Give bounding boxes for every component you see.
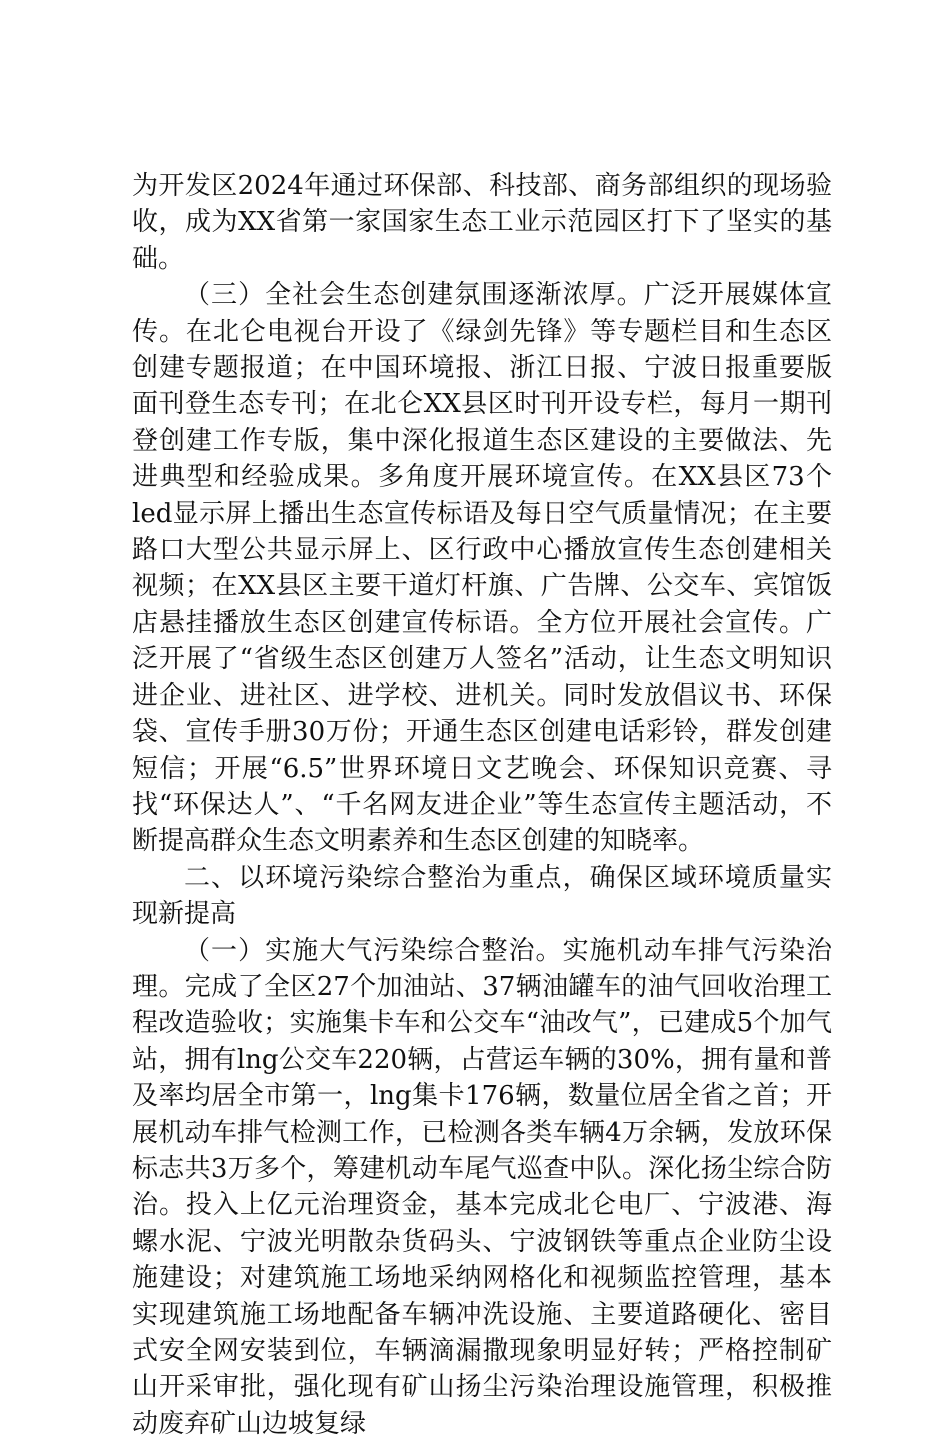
document-body bbox=[132, 168, 832, 1442]
section-heading: 二、以环境污染综合整治为重点，确保区域环境质量实现新提高 bbox=[132, 862, 832, 930]
paragraph-air-pollution: （一）实施大气污染综合整治。实施机动车排气污染治理。完成了全区27个加油站、37辆油罐车的油气回收治理工程改造验收；实施集卡车和公交车“油改气”，已建成5个加气站，拥有lng公交车220辆，占营运车辆的30%，拥有量和普及率均居全市第一，lng集卡176辆，数量位居全省之首；开展机动车排气检测工作，已检测各类车辆4万余辆，发放环保标志共3万多个，筹建机动车尾气巡查中队。深化扬尘综合防治。投入上亿元治理资金，基本完成北仑电厂、宁波港、海螺水泥、宁波光明散杂货码头、宁波钢铁等重点企业防尘设施建设；对建筑施工场地采纳网格化和视频监控管理，基本实现建筑施工场地配备车辆冲洗设施、主要道路硬化、密目式安全网安装到位，车辆滴漏撒现象明显好转；严格控制矿山开采审批，强化现有矿山扬尘污染治理设施管理，积极推动废弃矿山边坡复绿 bbox=[132, 935, 832, 1439]
paragraph-continuation: 为开发区2024年通过环保部、科技部、商务部组织的现场验收，成为XX省第一家国家生态工业示范园区打下了坚实的基础。 bbox=[132, 171, 832, 274]
paragraph-social-campaign: （三）全社会生态创建氛围逐渐浓厚。广泛开展媒体宣传。在北仑电视台开设了《绿剑先锋》等专题栏目和生态区创建专题报道；在中国环境报、浙江日报、宁波日报重要版面刊登生态专刊；在北仑XX县区时刊开设专栏，每月一期刊登创建工作专版，集中深化报道生态区建设的主要做法、先进典型和经验成果。多角度开展环境宣传。在XX县区73个led显示屏上播出生态宣传标语及每日空气质量情况；在主要路口大型公共显示屏上、区行政中心播放宣传生态创建相关视频；在XX县区主要干道灯杆旗、广告牌、公交车、宾馆饭店悬挂播放生态区创建宣传标语。全方位开展社会宣传。广泛开展了“省级生态区创建万人签名”活动，让生态文明知识进企业、进社区、进学校、进机关。同时发放倡议书、环保袋、宣传手册30万份；开通生态区创建电话彩铃，群发创建短信；开展“6.5”世界环境日文艺晚会、环保知识竞赛、寻找“环保达人”、“千名网友进企业”等生态宣传主题活动，不断提高群众生态文明素养和生态区创建的知晓率。 bbox=[132, 280, 832, 857]
